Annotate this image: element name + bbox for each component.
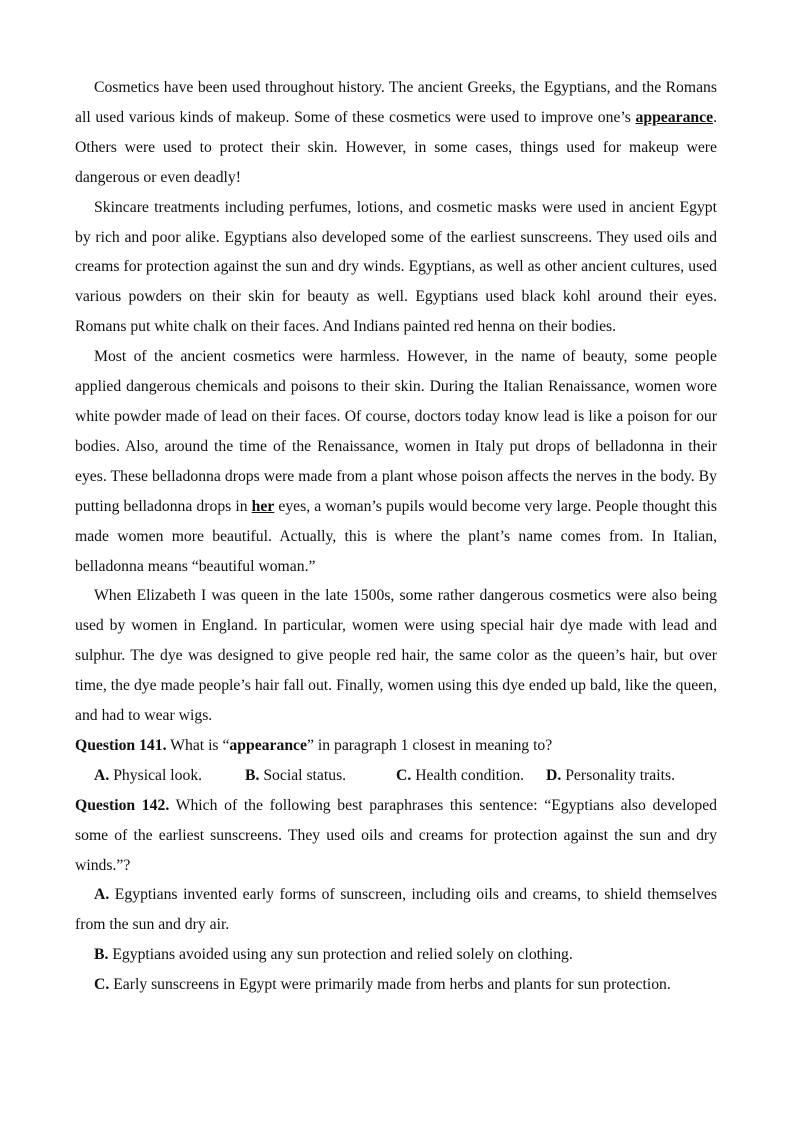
question-142: Question 142. Which of the following best paraphrases this sentence: “Egyptians also developed some of the earliest sunscreens. They used oils and creams for protection against the sun and dry winds.”? bbox=[75, 796, 718, 874]
highlighted-word-her: her bbox=[251, 497, 275, 515]
option-a[interactable]: A. Egyptians invented early forms of sunscreen, including oils and creams, to shield themselves from the sun and dry air. bbox=[75, 886, 717, 934]
option-b[interactable]: B. Social status. bbox=[245, 766, 347, 784]
option-d[interactable]: D. Personality traits. bbox=[546, 766, 675, 784]
document-page bbox=[75, 73, 717, 1000]
option-c[interactable]: C. Early sunscreens in Egypt were primarily made from herbs and plants for sun protection. bbox=[94, 976, 671, 994]
highlighted-word-appearance: appearance bbox=[635, 108, 714, 126]
option-c[interactable]: C. Health condition. bbox=[396, 766, 525, 784]
option-a[interactable]: A. Physical look. bbox=[94, 766, 203, 784]
question-label: Question 142. bbox=[75, 796, 170, 814]
option-b[interactable]: B. Egyptians avoided using any sun protection and relied solely on clothing. bbox=[94, 946, 573, 964]
paragraph-3: Most of the ancient cosmetics were harmless. However, in the name of beauty, some people applied dangerous chemicals and poisons to their skin. During the Italian Renaissance, women wore white powder made of lead on their faces. Of course, doctors today know lead is like a poison for our bodies. Also, around the time of the Renaissance, women in Italy put drops of belladonna in their eyes. These belladonna drops were made from a plant whose poison affects the nerves in the body. By putting belladonna drops in her eyes, a woman’s pupils would become very large. People thought this made women more beautiful. Actually, this is where the plant’s name comes from. In Italian, belladonna means “beautiful woman.” bbox=[75, 348, 717, 575]
question-141: Question 141. What is “appearance” in paragraph 1 closest in meaning to? bbox=[75, 736, 553, 754]
question-keyword: appearance bbox=[229, 736, 307, 754]
paragraph-2: Skincare treatments including perfumes, lotions, and cosmetic masks were used in ancient Egypt by rich and poor alike. Egyptians also developed some of the earliest sunscreens. They used oils and creams for protection against the sun and dry winds. Egyptians, as well as other ancient cultures, used various powders on their skin for beauty as well. Egyptians used black kohl around their eyes. Romans put white chalk on their faces. And Indians painted red henna on their bodies. bbox=[75, 198, 717, 336]
paragraph-1: Cosmetics have been used throughout history. The ancient Greeks, the Egyptians, and the Romans all used various kinds of makeup. Some of these cosmetics were used to improve one’s appearance. Others were used to protect their skin. However, in some cases, things used for makeup were dangerous or even deadly! bbox=[75, 79, 717, 186]
question-141-options bbox=[75, 761, 717, 791]
question-label: Question 141. bbox=[75, 736, 167, 754]
paragraph-4: When Elizabeth I was queen in the late 1500s, some rather dangerous cosmetics were also being used by women in England. In particular, women were using special hair dye made with lead and sulphur. The dye was designed to give people red hair, the same color as the queen’s hair, but over time, the dye made people’s hair fall out. Finally, women using this dye ended up bald, like the queen, and had to wear wigs. bbox=[75, 587, 717, 725]
